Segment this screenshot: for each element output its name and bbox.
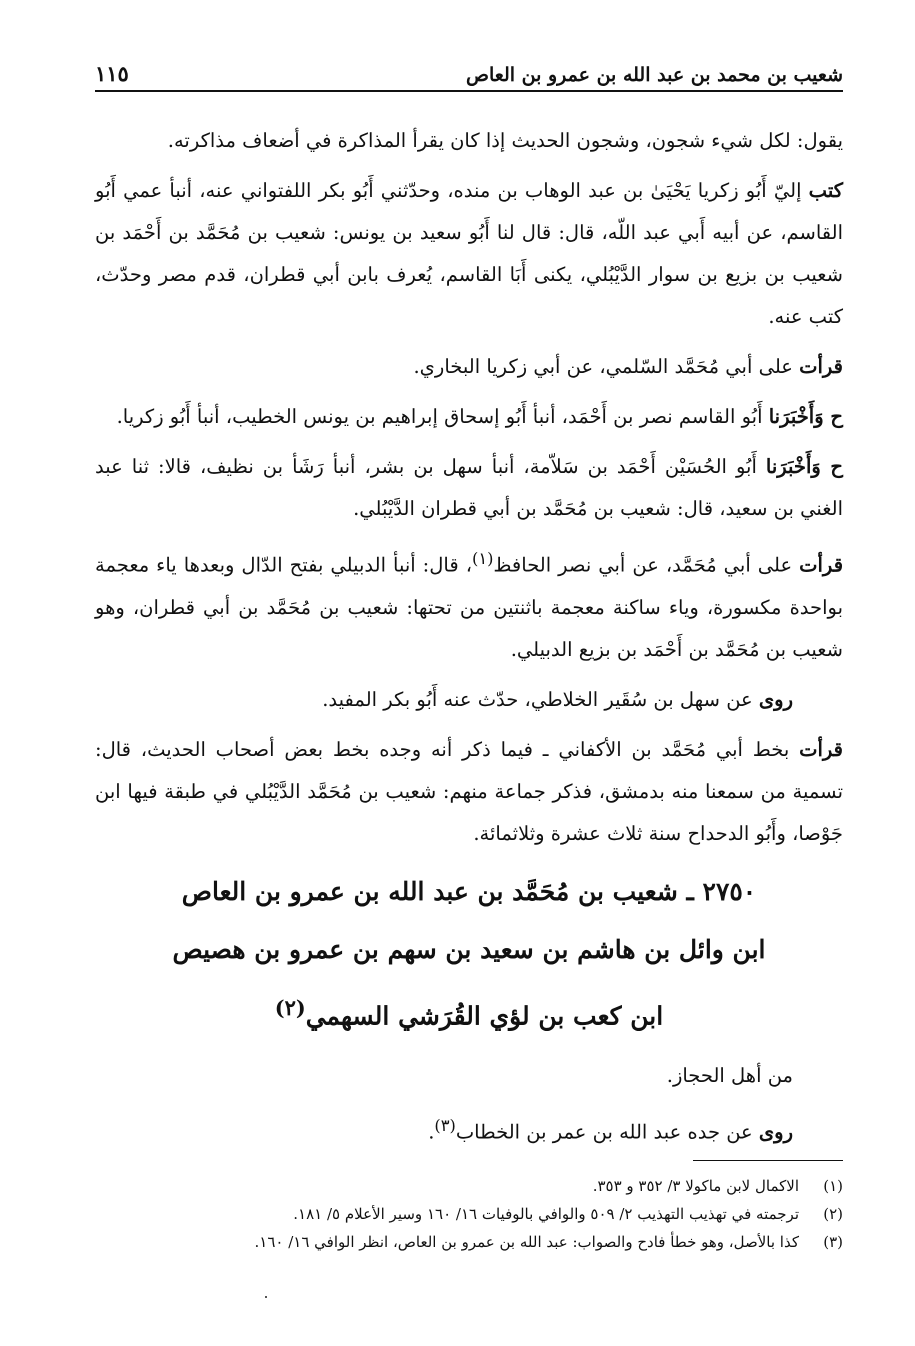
- entry-heading: [95, 863, 843, 1045]
- footnote: [95, 1172, 843, 1200]
- footnote-text: كذا بالأصل، وهو خطأ فادح والصواب: عبد الله بن عمرو بن العاص، انظر الوافي ١٦/ ١٦٠.: [254, 1233, 799, 1251]
- keyword: قرأت: [799, 355, 843, 378]
- entry-heading-line: ابن كعب بن لؤي القُرَشي السهمي$^{(٢)}$: [274, 994, 664, 1030]
- keyword: قرأت: [799, 737, 843, 761]
- page-number: ١١٥: [95, 61, 129, 86]
- footnote-number: (٢): [823, 1205, 843, 1223]
- paragraph: قرأت على أبي مُحَمَّد السّلمي، عن أبي زكريا البخاري.: [413, 355, 843, 378]
- paragraph: روى عن جده عبد الله بن عمر بن الخطاب$^{(٣)}$.: [428, 1115, 793, 1144]
- footnote-text: ترجمته في تهذيب التهذيب ٢/ ٥٠٩ والوافي بالوفيات ١٦/ ١٦٠ وسير الأعلام ٥/ ١٨١.: [293, 1205, 799, 1223]
- footnote-ref[interactable]: (١): [472, 549, 494, 568]
- paragraph: يقول: لكل شيء شجون، وشجون الحديث إذا كان يقرأ المذاكرة في أضعاف مذاكرته.: [167, 129, 843, 152]
- footnote: [95, 1228, 843, 1256]
- page-header: [95, 56, 843, 92]
- footnote: [95, 1200, 843, 1228]
- scan-speck: [265, 1296, 267, 1298]
- entry-heading-line: ٢٧٥٠ ـ شعيب بن مُحَمَّد بن عبد الله بن عمرو بن العاص: [181, 876, 757, 906]
- paragraph: ح وَأَخْبَرَنا أَبُو الحُسَيْن أَحْمَد بن سَلاّمة، أنبأ سهل بن بشر، أنبأ رَشَأ بن نظيف، قالا: ثنا عبد الغني بن سعيد، قال: شعيب بن مُحَمَّد بن أبي قطران الدَّيْبُلي.: [95, 455, 843, 520]
- footnotes: [95, 1172, 843, 1256]
- keyword: قرأت: [799, 553, 844, 577]
- running-title: شعيب بن محمد بن عبد الله بن عمرو بن العاص: [466, 64, 843, 86]
- footnote-number: (١): [823, 1177, 843, 1195]
- paragraph: من أهل الحجاز.: [666, 1063, 793, 1087]
- footnote-ref[interactable]: (٢): [274, 994, 306, 1020]
- footnote-separator: [693, 1160, 843, 1161]
- page-body: [95, 120, 843, 1161]
- paragraph: قرأت بخط أبي مُحَمَّد بن الأكفاني ـ فيما ذكر أنه وجده بخط بعض أصحاب الحديث، قال: تسمية من سمعنا منه بدمشق، فذكر جماعة منهم: شعيب بن مُحَمَّد الدَّيْبُلي في طبقة فيها ابن جَوْصا، وأَبُو الدحداح سنة ثلاث عشرة وثلاثمائة.: [95, 737, 843, 845]
- footnote-number: (٣): [823, 1233, 843, 1251]
- keyword: روى: [758, 687, 793, 711]
- keyword: روى: [758, 1120, 793, 1144]
- footnote-ref[interactable]: (٣): [434, 1115, 456, 1135]
- entry-heading-line: ابن وائل بن هاشم بن سعيد بن سهم بن عمرو بن هصيص: [172, 934, 766, 964]
- paragraph: قرأت على أبي مُحَمَّد، عن أبي نصر الحافظ$^{(١)}$، قال: أنبأ الدبيلي بفتح الدّال وبعدها ياء معجمة بواحدة مكسورة، وياء ساكنة معجمة باثنتين من تحتها: شعيب بن مُحَمَّد بن أبي قطران، وهو شعيب بن مُحَمَّد بن أَحْمَد بن بزيع الدبيلي.: [95, 549, 844, 661]
- keyword: كتب: [808, 179, 843, 202]
- paragraph: ح وَأَخْبَرَنا أَبُو القاسم نصر بن أَحْمَد، أنبأ أَبُو إسحاق إبراهيم بن يونس الخطيب، أنبأ أَبُو زكريا.: [116, 405, 843, 428]
- paragraph: كتب إليّ أَبُو زكريا يَحْيَىٰ بن عبد الوهاب بن منده، وحدّثني أَبُو بكر اللفتواني عنه، أنبأ عمي أَبُو القاسم، عن أبيه أَبي عبد اللّه، قال: قال لنا أَبُو سعيد بن يونس: شعيب بن مُحَمَّد بن أَحْمَد بن شعيب بن بزيع بن سوار الدَّيْبُلي، يكنى أَبَا القاسم، يُعرف بابن أبي قطران، قدم مصر وحدّث، كتب عنه.: [95, 179, 843, 328]
- footnote-text: الاكمال لابن ماكولا ٣/ ٣٥٢ و ٣٥٣.: [592, 1177, 799, 1195]
- keyword: ح وَأَخْبَرَنا: [765, 455, 843, 478]
- keyword: ح وَأَخْبَرَنا: [768, 405, 843, 428]
- paragraph: روى عن سهل بن سُقَير الخلاطي، حدّث عنه أَبُو بكر المفيد.: [322, 687, 793, 711]
